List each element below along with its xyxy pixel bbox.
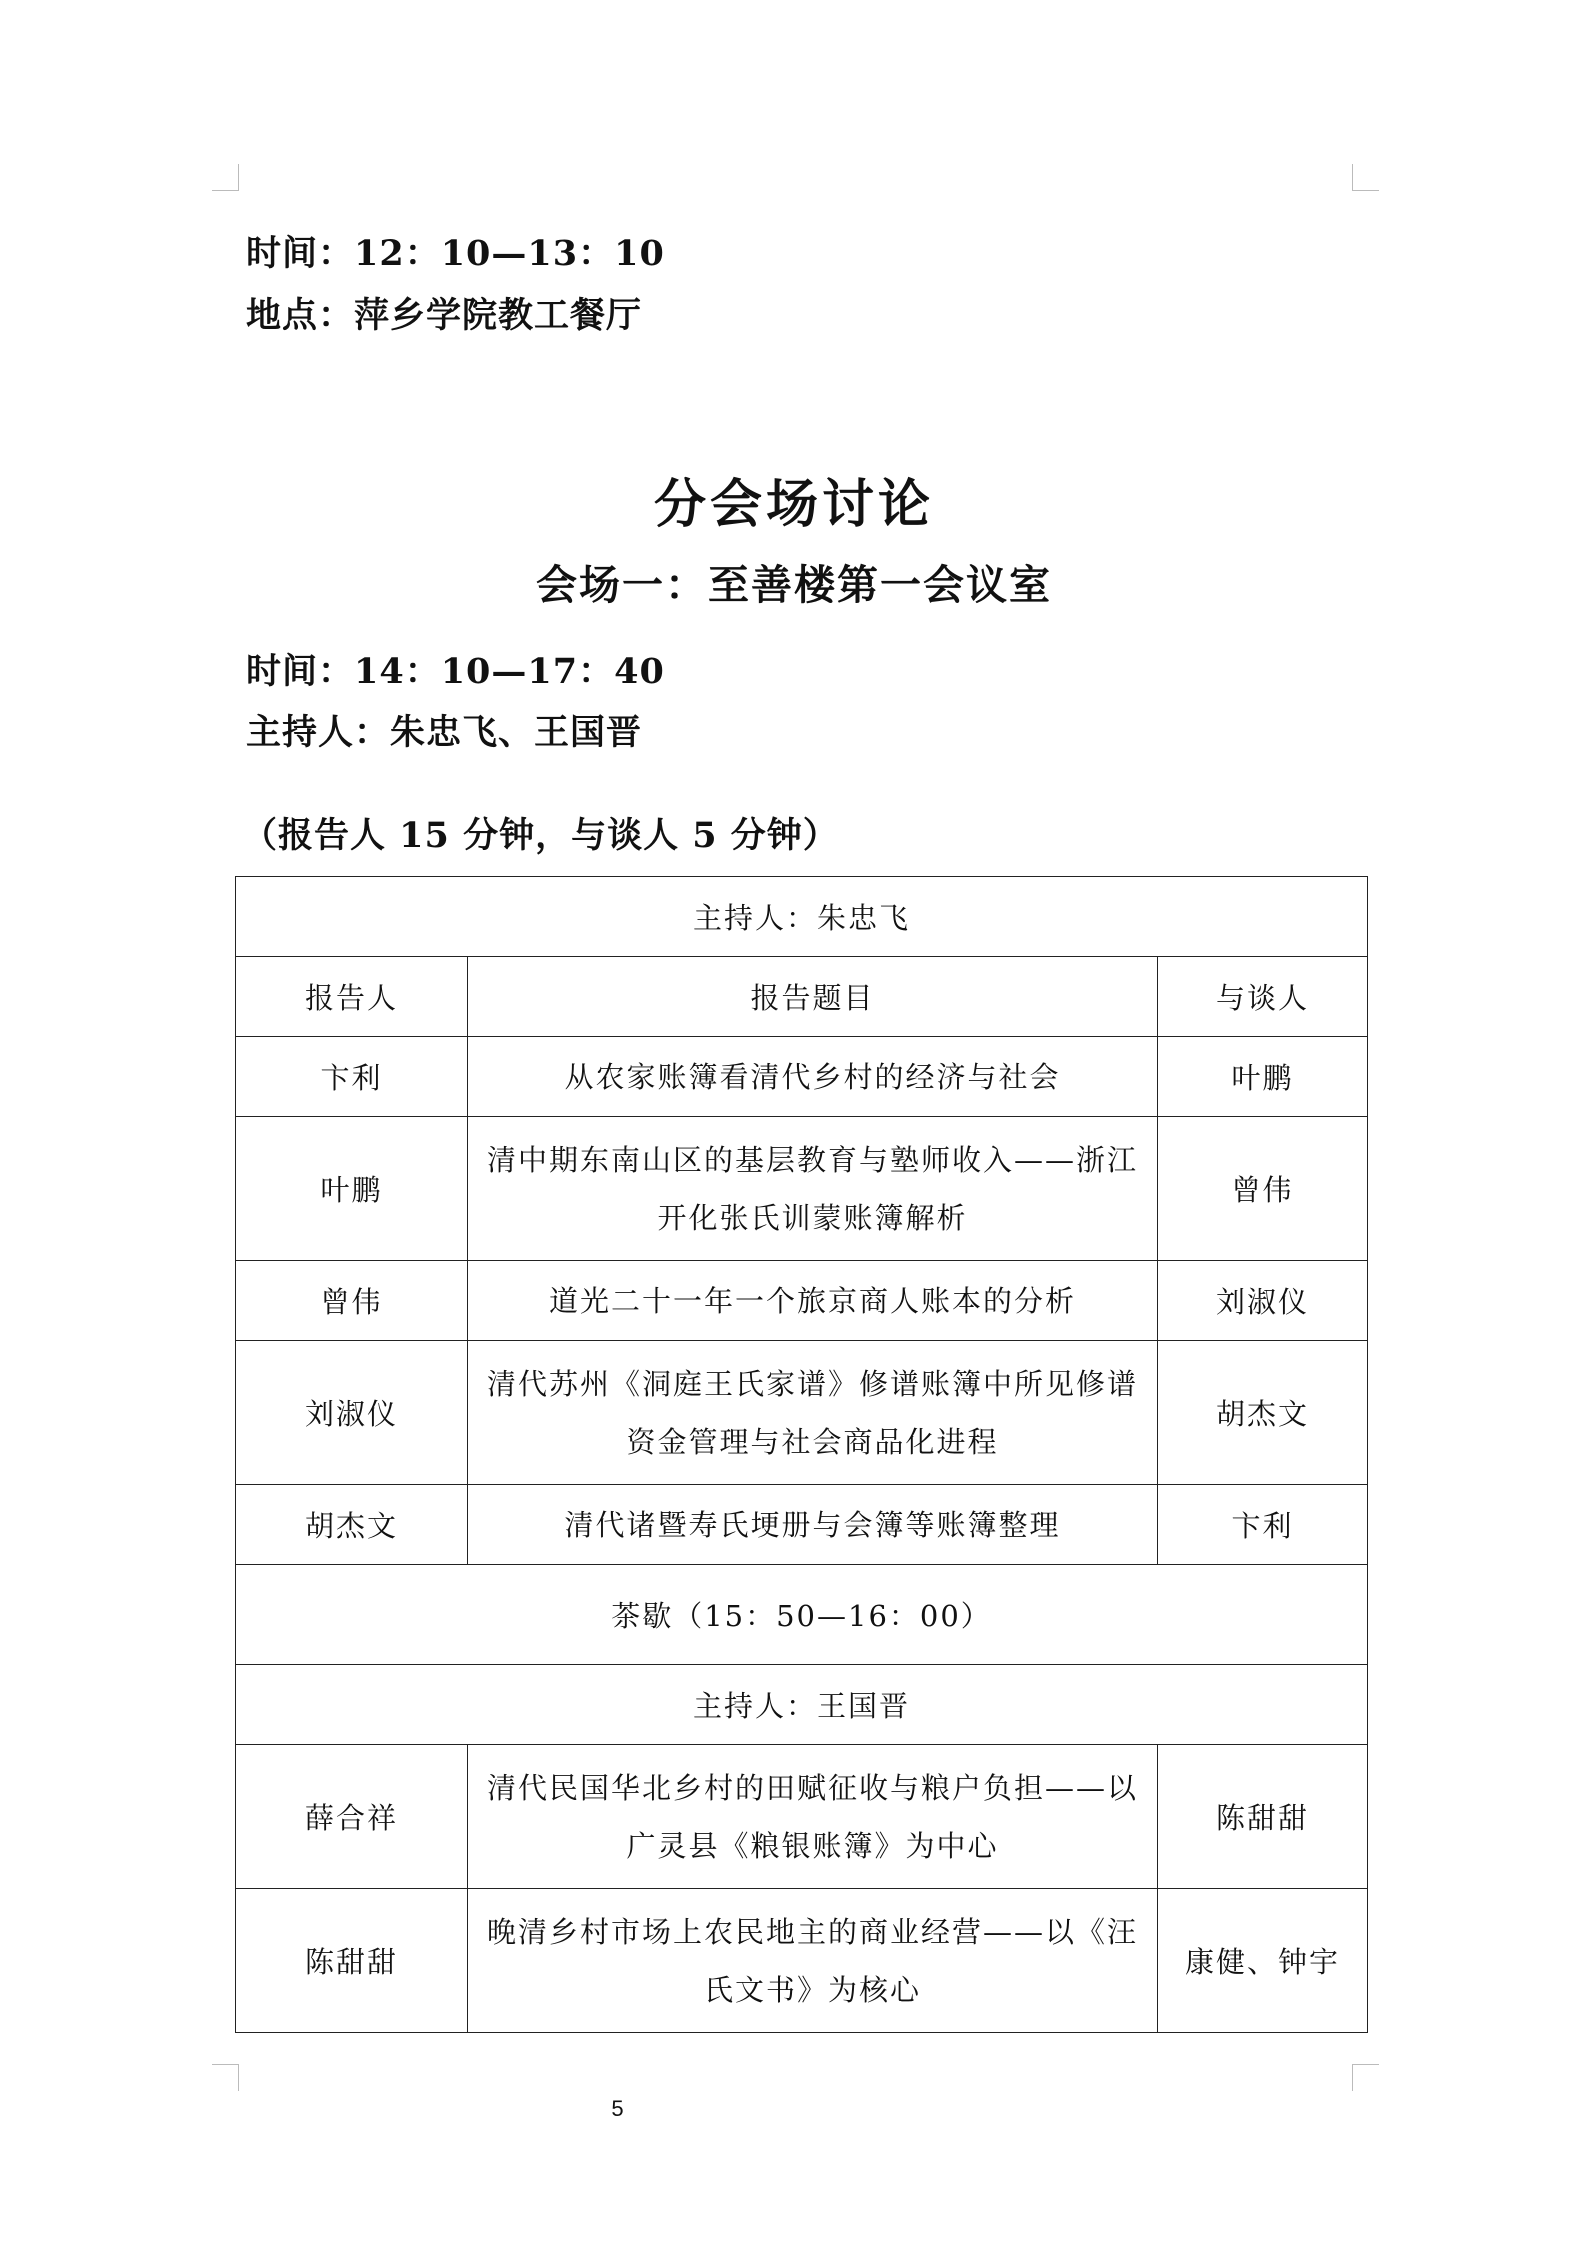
venue-title: 会场一：至善楼第一会议室 <box>536 561 1052 609</box>
header-presenter: 报告人 <box>236 957 468 1037</box>
presenter-cell: 刘淑仪 <box>236 1341 468 1485</box>
crop-mark-bottom-left <box>212 2064 239 2091</box>
discussant-cell: 曾伟 <box>1158 1117 1368 1261</box>
topic-cell: 道光二十一年一个旅京商人账本的分析 <box>468 1261 1158 1341</box>
topic-cell: 清代民国华北乡村的田赋征收与粮户负担——以广灵县《粮银账簿》为中心 <box>468 1745 1158 1889</box>
break-row <box>236 1565 1368 1665</box>
discussant-cell: 胡杰文 <box>1158 1341 1368 1485</box>
discussant-cell: 康健、钟宇 <box>1158 1889 1368 2033</box>
topic-cell: 清代诸暨寿氏埂册与会簿等账簿整理 <box>468 1485 1158 1565</box>
presenter-cell: 陈甜甜 <box>236 1889 468 2033</box>
header-topic: 报告题目 <box>468 957 1158 1037</box>
discussant-cell: 陈甜甜 <box>1158 1745 1368 1889</box>
topic-cell: 晚清乡村市场上农民地主的商业经营——以《汪氏文书》为核心 <box>468 1889 1158 2033</box>
presenter-cell: 薛合祥 <box>236 1745 468 1889</box>
discussant-cell: 卞利 <box>1158 1485 1368 1565</box>
section-title: 分会场讨论 <box>653 474 934 535</box>
host-row-1 <box>236 877 1368 957</box>
tea-break: 茶歇（15：50—16：00） <box>236 1565 1368 1665</box>
host-2: 主持人：王国晋 <box>236 1665 1368 1745</box>
host-1: 主持人：朱忠飞 <box>236 877 1368 957</box>
schedule-table <box>235 876 1368 2033</box>
discussant-cell: 刘淑仪 <box>1158 1261 1368 1341</box>
presenter-cell: 曾伟 <box>236 1261 468 1341</box>
session-note: （报告人 15 分钟，与谈人 5 分钟） <box>242 815 839 856</box>
header-discussant: 与谈人 <box>1158 957 1368 1037</box>
presenter-cell: 胡杰文 <box>236 1485 468 1565</box>
table-row <box>236 1745 1368 1889</box>
topic-cell: 清中期东南山区的基层教育与塾师收入——浙江开化张氏训蒙账簿解析 <box>468 1117 1158 1261</box>
topic-cell: 从农家账簿看清代乡村的经济与社会 <box>468 1037 1158 1117</box>
table-row <box>236 1889 1368 2033</box>
lunch-place: 地点：萍乡学院教工餐厅 <box>246 295 643 336</box>
topic-cell: 清代苏州《洞庭王氏家谱》修谱账簿中所见修谱资金管理与社会商品化进程 <box>468 1341 1158 1485</box>
table-row <box>236 1117 1368 1261</box>
session-time: 时间：14：10—17：40 <box>246 651 665 692</box>
header-row <box>236 957 1368 1037</box>
table-row <box>236 1485 1368 1565</box>
session-hosts: 主持人：朱忠飞、王国晋 <box>246 712 643 753</box>
table-row <box>236 1261 1368 1341</box>
table-row <box>236 1037 1368 1117</box>
presenter-cell: 卞利 <box>236 1037 468 1117</box>
crop-mark-top-right <box>1352 164 1379 191</box>
table-row <box>236 1341 1368 1485</box>
crop-mark-top-left <box>212 164 239 191</box>
presenter-cell: 叶鹏 <box>236 1117 468 1261</box>
page-number: 5 <box>611 2096 624 2121</box>
crop-mark-bottom-right <box>1352 2064 1379 2091</box>
lunch-time: 时间：12：10—13：10 <box>246 233 665 274</box>
discussant-cell: 叶鹏 <box>1158 1037 1368 1117</box>
host-row-2 <box>236 1665 1368 1745</box>
